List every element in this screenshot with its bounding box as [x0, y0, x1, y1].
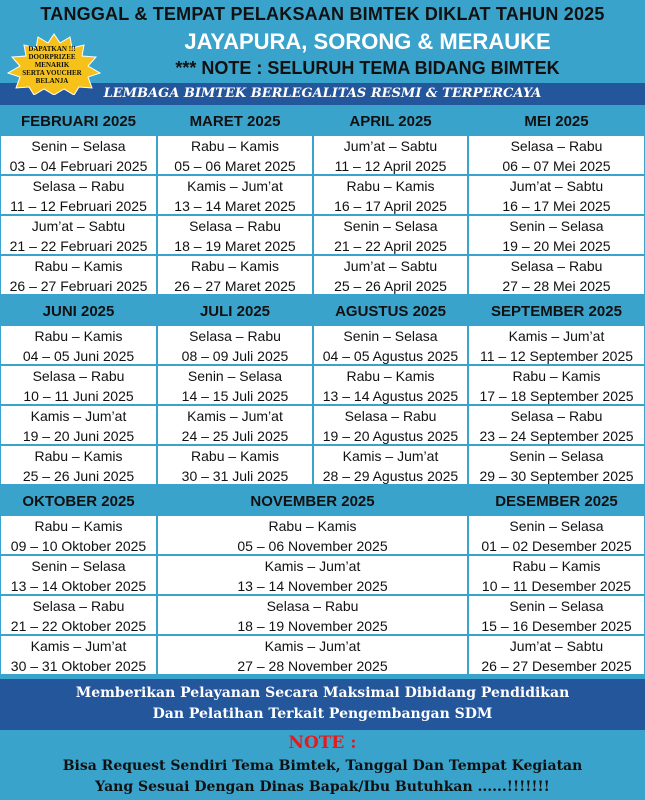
month-header: FEBRUARI 2025 — [0, 108, 157, 135]
slot-dates: 11 – 12 September 2025 — [479, 348, 634, 364]
service-line: Dan Pelatihan Terkait Pengembangan SDM — [152, 706, 493, 722]
slot-days: Selasa – Rabu — [32, 368, 125, 384]
slot-days: Rabu – Kamis — [191, 448, 279, 464]
slot-dates: 09 – 10 Oktober 2025 — [10, 538, 147, 554]
schedule-slot — [157, 515, 468, 555]
slot-dates: 17 – 18 September 2025 — [479, 388, 634, 404]
cities-heading: JAYAPURA, SORONG & MERAUKE — [184, 29, 551, 54]
schedule-slot — [313, 255, 468, 295]
schedule-slot — [0, 255, 157, 295]
page-title: TANGGAL & TEMPAT PELAKSAAN BIMTEK DIKLAT TAHUN 2025 — [40, 4, 605, 24]
schedule-slot — [157, 215, 313, 255]
schedule-slot — [313, 175, 468, 215]
badge-line: DOORPRIZEE — [28, 53, 76, 61]
slot-dates: 26 – 27 Februari 2025 — [9, 278, 148, 294]
schedule-slot — [468, 135, 645, 175]
schedule-slot — [468, 595, 645, 635]
month-header: AGUSTUS 2025 — [313, 298, 468, 325]
slot-days: Jum’at – Sabtu — [343, 258, 438, 274]
service-line: Memberikan Pelayanan Secara Maksimal Dibidang Pendidikan — [75, 685, 570, 701]
schedule-slot — [468, 325, 645, 365]
schedule-slot — [468, 215, 645, 255]
schedule-slot — [313, 135, 468, 175]
slot-days: Rabu – Kamis — [34, 518, 123, 534]
schedule-slot — [157, 595, 468, 635]
schedule-slot — [468, 635, 645, 675]
schedule-slot — [0, 135, 157, 175]
note-line: Bisa Request Sendiri Tema Bimtek, Tanggal Dan Tempat Kegiatan — [62, 758, 583, 774]
slot-dates: 19 – 20 Agustus 2025 — [322, 428, 459, 444]
badge-line: DAPATKAN !!! — [28, 45, 76, 53]
schedule-slot — [157, 445, 313, 485]
slot-dates: 06 – 07 Mei 2025 — [502, 158, 611, 174]
schedule-slot — [157, 255, 313, 295]
slot-days: Selasa – Rabu — [510, 408, 603, 424]
slot-days: Kamis – Jum’at — [187, 178, 283, 194]
month-header: MARET 2025 — [157, 108, 313, 135]
slot-dates: 19 – 20 Mei 2025 — [502, 238, 611, 254]
slot-days: Senin – Selasa — [509, 448, 604, 464]
schedule-slot — [0, 555, 157, 595]
slot-days: Senin – Selasa — [343, 218, 438, 234]
slot-days: Kamis – Jum’at — [264, 558, 361, 574]
slot-dates: 10 – 11 Desember 2025 — [481, 578, 632, 594]
slot-days: Rabu – Kamis — [512, 558, 601, 574]
month-header: JUNI 2025 — [0, 298, 157, 325]
schedule-slot — [313, 215, 468, 255]
slot-dates: 28 – 29 Agustus 2025 — [322, 468, 459, 484]
slot-dates: 11 – 12 April 2025 — [334, 158, 447, 174]
slot-days: Selasa – Rabu — [510, 258, 603, 274]
slot-days: Rabu – Kamis — [512, 368, 601, 384]
month-header: MEI 2025 — [468, 108, 645, 135]
slot-dates: 11 – 12 Februari 2025 — [10, 198, 147, 214]
schedule-slot — [0, 445, 157, 485]
schedule-slot — [157, 135, 313, 175]
slot-days: Selasa – Rabu — [32, 598, 125, 614]
strapline-banner: LEMBAGA BIMTEK BERLEGALITAS RESMI & TERPERCAYA — [0, 83, 645, 105]
schedule-slot — [468, 555, 645, 595]
slot-dates: 18 – 19 November 2025 — [237, 618, 388, 634]
slot-dates: 25 – 26 Juni 2025 — [22, 468, 135, 484]
slot-dates: 29 – 30 September 2025 — [479, 468, 634, 484]
month-header: NOVEMBER 2025 — [157, 488, 468, 515]
slot-days: Selasa – Rabu — [266, 598, 359, 614]
slot-dates: 04 – 05 Juni 2025 — [22, 348, 135, 364]
schedule-slot — [0, 515, 157, 555]
slot-days: Kamis – Jum’at — [30, 408, 127, 424]
slot-days: Kamis – Jum’at — [264, 638, 361, 654]
month-header: APRIL 2025 — [313, 108, 468, 135]
schedule-slot — [0, 405, 157, 445]
schedule-slot — [468, 255, 645, 295]
schedule-slot — [468, 405, 645, 445]
month-header: DESEMBER 2025 — [468, 488, 645, 515]
slot-days: Senin – Selasa — [187, 368, 283, 384]
slot-days: Senin – Selasa — [509, 518, 604, 534]
schedule-slot — [313, 325, 468, 365]
month-header: OKTOBER 2025 — [0, 488, 157, 515]
slot-dates: 27 – 28 Mei 2025 — [502, 278, 611, 294]
badge-line: SERTA VOUCHER — [22, 69, 82, 77]
slot-days: Rabu – Kamis — [191, 138, 279, 154]
slot-days: Kamis – Jum’at — [508, 328, 605, 344]
schedule-slot — [0, 365, 157, 405]
slot-dates: 21 – 22 Februari 2025 — [9, 238, 148, 254]
slot-dates: 16 – 17 April 2025 — [334, 198, 447, 214]
slot-days: Selasa – Rabu — [344, 408, 437, 424]
schedule-slot — [313, 405, 468, 445]
note-line: Yang Sesuai Dengan Dinas Bapak/Ibu Butuhkan ......!!!!!!! — [95, 779, 550, 795]
slot-days: Rabu – Kamis — [34, 258, 123, 274]
slot-dates: 16 – 17 Mei 2025 — [502, 198, 611, 214]
slot-dates: 04 – 05 Agustus 2025 — [322, 348, 459, 364]
slot-dates: 01 – 02 Desember 2025 — [481, 538, 632, 554]
schedule-slot — [157, 325, 313, 365]
schedule-slot — [157, 365, 313, 405]
doorprize-text — [14, 45, 90, 85]
slot-dates: 05 – 06 Maret 2025 — [174, 158, 296, 174]
schedule-slot — [0, 175, 157, 215]
slot-days: Senin – Selasa — [343, 328, 438, 344]
service-banner — [0, 679, 645, 730]
schedule-slot — [0, 635, 157, 675]
slot-dates: 14 – 15 Juli 2025 — [181, 388, 289, 404]
month-header: JULI 2025 — [157, 298, 313, 325]
slot-dates: 26 – 27 Maret 2025 — [174, 278, 296, 294]
slot-days: Rabu – Kamis — [34, 448, 123, 464]
slot-dates: 23 – 24 September 2025 — [479, 428, 634, 444]
schedule-slot — [468, 365, 645, 405]
schedule-slot — [313, 365, 468, 405]
slot-days: Kamis – Jum’at — [187, 408, 283, 424]
slot-days: Senin – Selasa — [31, 558, 126, 574]
slot-dates: 27 – 28 November 2025 — [237, 658, 388, 674]
slot-days: Selasa – Rabu — [32, 178, 125, 194]
slot-dates: 13 – 14 Maret 2025 — [174, 198, 296, 214]
slot-dates: 15 – 16 Desember 2025 — [481, 618, 632, 634]
note-body — [0, 756, 645, 798]
slot-dates: 08 – 09 Juli 2025 — [181, 348, 289, 364]
schedule-slot — [468, 515, 645, 555]
slot-days: Jum’at – Sabtu — [509, 638, 604, 654]
slot-dates: 21 – 22 Oktober 2025 — [10, 618, 147, 634]
slot-dates: 13 – 14 Oktober 2025 — [10, 578, 147, 594]
slot-days: Jum’at – Sabtu — [343, 138, 438, 154]
slot-dates: 30 – 31 Juli 2025 — [181, 468, 289, 484]
slot-days: Jum’at – Sabtu — [31, 218, 126, 234]
schedule-slot — [0, 215, 157, 255]
slot-dates: 13 – 14 November 2025 — [237, 578, 388, 594]
slot-days: Rabu – Kamis — [191, 258, 279, 274]
theme-note: *** NOTE : SELURUH TEMA BIDANG BIMTEK — [175, 58, 560, 78]
schedule-slot — [157, 555, 468, 595]
slot-days: Kamis – Jum’at — [30, 638, 127, 654]
slot-days: Rabu – Kamis — [34, 328, 123, 344]
badge-line: BELANJA — [35, 77, 69, 85]
slot-dates: 10 – 11 Juni 2025 — [23, 388, 134, 404]
slot-dates: 30 – 31 Oktober 2025 — [10, 658, 147, 674]
note-heading: NOTE : — [288, 733, 357, 753]
slot-days: Selasa – Rabu — [189, 218, 281, 234]
slot-dates: 18 – 19 Maret 2025 — [174, 238, 296, 254]
schedule-slot — [157, 405, 313, 445]
schedule-slot — [0, 595, 157, 635]
schedule-slot — [157, 175, 313, 215]
badge-line: MENARIK — [34, 61, 70, 69]
schedule-slot — [468, 175, 645, 215]
slot-days: Kamis – Jum’at — [342, 448, 439, 464]
schedule-slot — [313, 445, 468, 485]
slot-dates: 26 – 27 Desember 2025 — [481, 658, 632, 674]
slot-days: Senin – Selasa — [31, 138, 126, 154]
slot-days: Senin – Selasa — [509, 598, 604, 614]
slot-days: Jum’at – Sabtu — [509, 178, 604, 194]
slot-days: Rabu – Kamis — [346, 178, 435, 194]
schedule-slot — [468, 445, 645, 485]
slot-dates: 19 – 20 Juni 2025 — [22, 428, 135, 444]
slot-dates: 25 – 26 April 2025 — [334, 278, 447, 294]
slot-dates: 21 – 22 April 2025 — [334, 238, 447, 254]
slot-days: Selasa – Rabu — [189, 328, 281, 344]
slot-days: Senin – Selasa — [509, 218, 604, 234]
slot-days: Rabu – Kamis — [346, 368, 435, 384]
month-header: SEPTEMBER 2025 — [468, 298, 645, 325]
slot-dates: 24 – 25 Juli 2025 — [181, 428, 289, 444]
slot-dates: 03 – 04 Februari 2025 — [9, 158, 148, 174]
slot-days: Rabu – Kamis — [268, 518, 357, 534]
slot-days: Selasa – Rabu — [510, 138, 603, 154]
schedule-slot — [0, 325, 157, 365]
schedule-slot — [157, 635, 468, 675]
slot-dates: 13 – 14 Agustus 2025 — [322, 388, 459, 404]
slot-dates: 05 – 06 November 2025 — [237, 538, 388, 554]
